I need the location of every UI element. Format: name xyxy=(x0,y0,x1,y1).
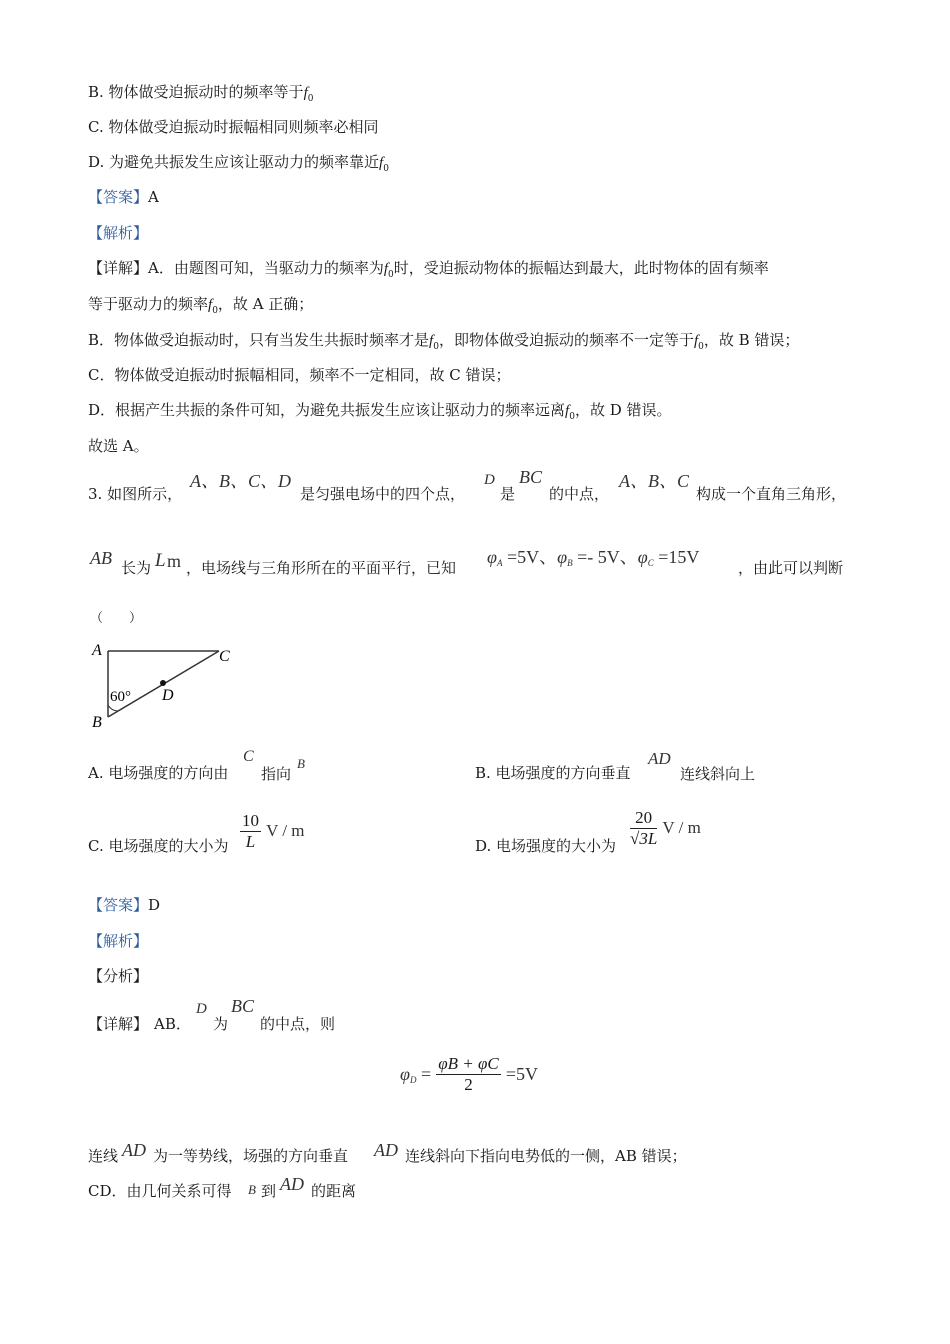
q3-option-d: D. 电场强度的大小为 xyxy=(475,837,617,855)
option-c-prev: C. 物体做受迫振动时振幅相同则频率必相同 xyxy=(88,118,379,136)
detail-2-a-line2: 等于驱动力的频率$f_0$，故 A 正确； xyxy=(88,295,314,316)
answer-3: 【答案】D xyxy=(88,896,161,914)
equation-phi-d: $\varphi_D$ = $\frac{\varphi B + \varphi C}{2}$ =5V xyxy=(400,1054,538,1094)
analysis-3-label: 【解析】 xyxy=(88,932,149,950)
analysis-2-label: 【解析】 xyxy=(88,224,149,242)
label-b: B xyxy=(92,714,102,731)
label-d: D xyxy=(162,687,174,704)
fenxi-label: 【分析】 xyxy=(88,967,149,985)
point-d-dot xyxy=(160,680,166,686)
q3-option-c-value: $\frac{10}{L}$ V / m xyxy=(242,811,305,851)
label-angle: 60° xyxy=(110,689,131,705)
q3-option-a: A. 电场强度的方向由 xyxy=(88,764,229,782)
angle-arc xyxy=(108,705,118,711)
triangle-figure xyxy=(85,637,245,732)
option-d-prev: D. 为避免共振发生应该让驱动力的频率靠近$f_0$ xyxy=(88,153,389,174)
label-a: A xyxy=(92,642,102,659)
q3-option-c: C. 电场强度的大小为 xyxy=(88,837,229,855)
detail-2-conclusion: 故选 A。 xyxy=(88,437,149,455)
option-b-prev: B. 物体做受迫振动时的频率等于$f_0$ xyxy=(88,83,314,104)
detail-2-a-line1: 【详解】A．由题图可知，当驱动力的频率为$f_0$时，受迫振动物体的振幅达到最大，此时物体的固有频率 xyxy=(88,259,769,280)
label-c: C xyxy=(219,648,230,665)
q3-option-d-value: $\frac{20}{√3L}$ V / m xyxy=(630,808,701,848)
detail-2-c: C．物体做受迫振动时振幅相同，频率不一定相同，故 C 错误； xyxy=(88,366,511,384)
detail-2-b: B．物体做受迫振动时，只有当发生共振时频率才是$f_0$，即物体做受迫振动的频率不一定等于$f_0$，故 B 错误； xyxy=(88,331,800,352)
detail-2-d: D．根据产生共振的条件可知，为避免共振发生应该让驱动力的频率远离$f_0$，故 D 错误。 xyxy=(88,401,672,422)
answer-2: 【答案】A xyxy=(88,188,159,206)
q3-option-b: B. 电场强度的方向垂直 xyxy=(475,764,631,782)
